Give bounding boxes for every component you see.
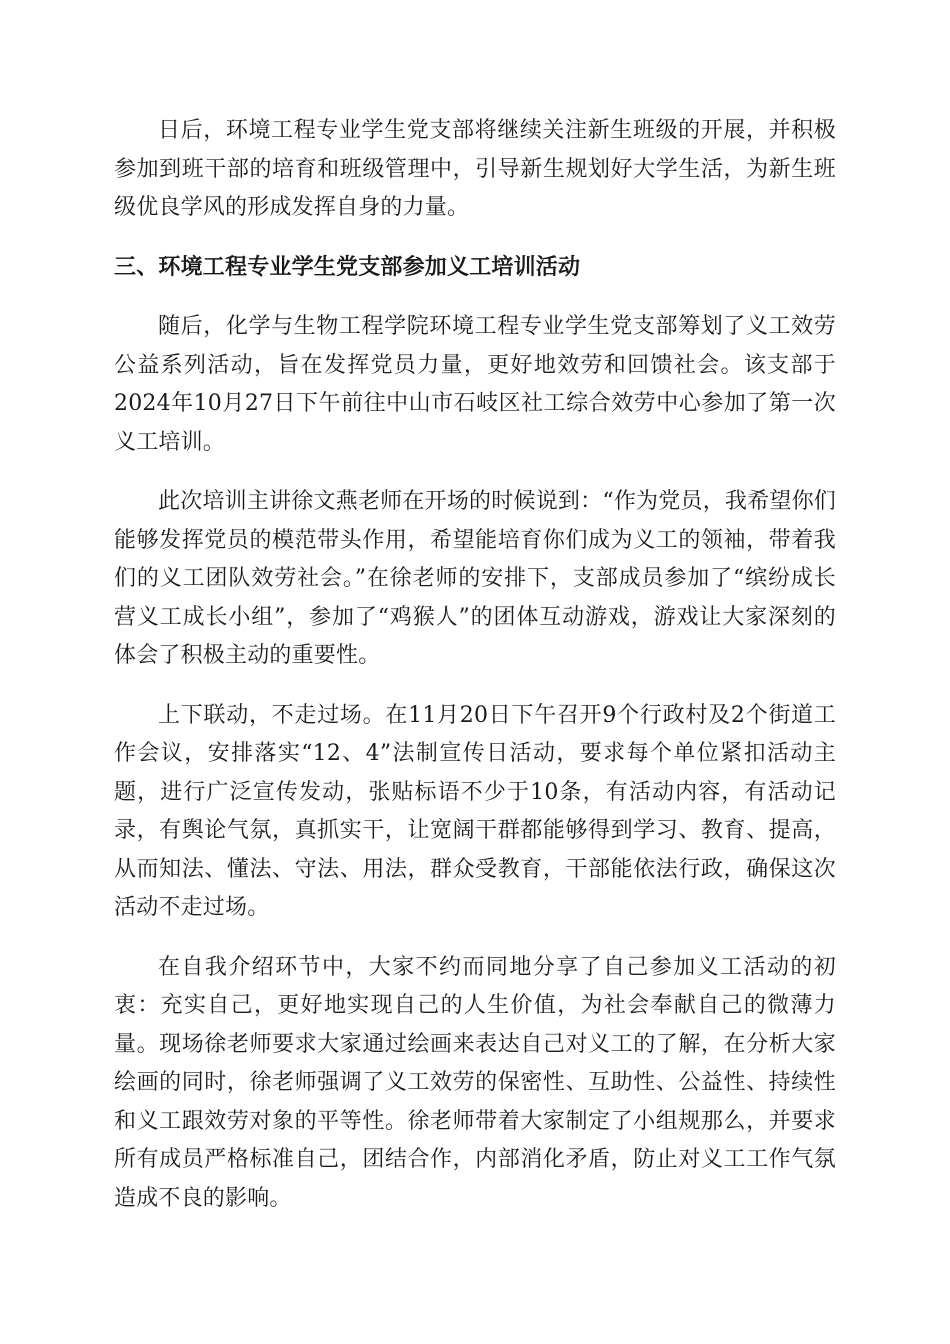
paragraph-volunteer-series: 随后，化学与生物工程学院环境工程专业学生党支部筹划了义工效劳公益系列活动，旨在发挥党员力量，更好地效劳和回馈社会。该支部于2024年10月27日下午前往中山市石岐区社工综合效劳中心参加了第一次义工培训。	[114, 314, 836, 455]
paragraph-self-introduction: 在自我介绍环节中，大家不约而同地分享了自己参加义工活动的初衷：充实自己，更好地实现自己的人生价值，为社会奉献自己的微薄力量。现场徐老师要求大家通过绘画来表达自己对义工的了解，在分析大家绘画的同时，徐老师强调了义工效劳的保密性、互助性、公益性、持续性和义工跟效劳对象的平等性。徐老师带着大家制定了小组规那么，并要求所有成员严格标准自己，团结合作，内部消化矛盾，防止对义工工作气氛造成不良的影响。	[114, 954, 836, 1211]
paragraph-legal-publicity: 上下联动，不走过场。在11月20日下午召开9个行政村及2个街道工作会议，安排落实“12、4”法制宣传日活动，要求每个单位紧扣活动主题，进行广泛宣传发动，张贴标语不少于10条，有活动内容，有活动记录，有舆论气氛，真抓实干，让宽阔干群都能够得到学习、教育、提高，从而知法、懂法、守法、用法，群众受教育，干部能依法行政，确保这次活动不走过场。	[114, 702, 836, 920]
paragraph-training-speaker: 此次培训主讲徐文燕老师在开场的时候说到：“作为党员，我希望你们能够发挥党员的模范带头作用，希望能培育你们成为义工的领袖，带着我们的义工团队效劳社会。”在徐老师的安排下，支部成员参加了“缤纷成长营义工成长小组”，参加了“鸡猴人”的团体互动游戏，游戏让大家深刻的体会了积极主动的重要性。	[114, 489, 836, 668]
paragraph-branch-future-work: 日后，环境工程专业学生党支部将继续关注新生班级的开展，并积极参加到班干部的培育和班级管理中，引导新生规划好大学生活，为新生班级优良学风的形成发挥自身的力量。	[114, 118, 836, 220]
section-heading-volunteer-training: 三、环境工程专业学生党支部参加义工培训活动	[114, 254, 581, 280]
document-body	[114, 112, 836, 1218]
